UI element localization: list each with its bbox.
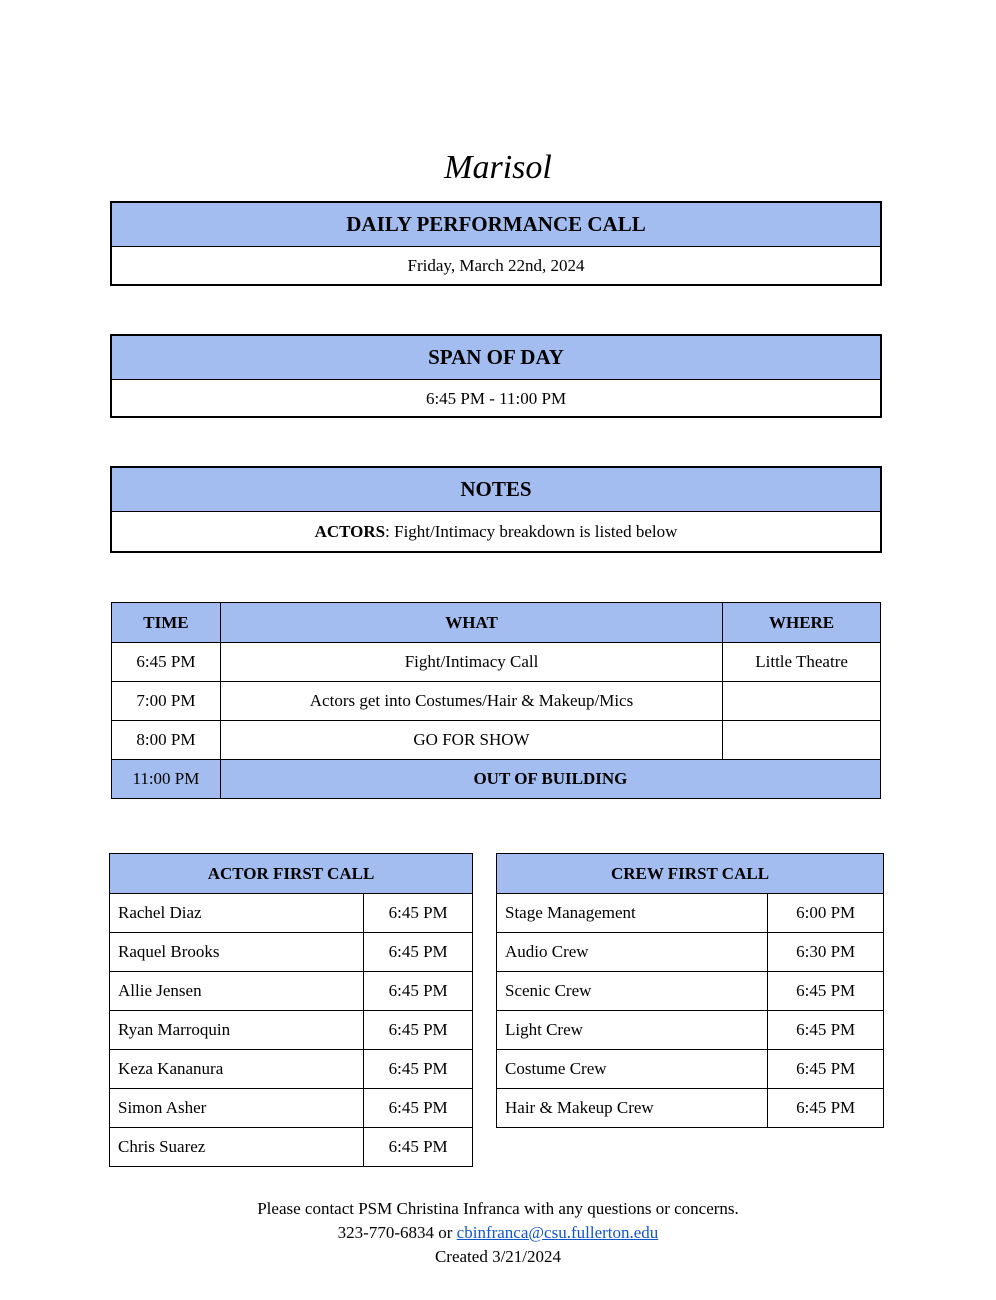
table-row xyxy=(110,1011,473,1050)
crew-name: Light Crew xyxy=(497,1011,768,1050)
span-heading: SPAN OF DAY xyxy=(112,336,880,380)
crew-name: Audio Crew xyxy=(497,933,768,972)
schedule-where: Little Theatre xyxy=(723,643,881,682)
table-row xyxy=(110,1050,473,1089)
actor-time: 6:45 PM xyxy=(364,894,473,933)
footer-contact: Please contact PSM Christina Infranca with any questions or concerns. xyxy=(257,1199,739,1218)
table-row xyxy=(110,1089,473,1128)
actor-name: Keza Kananura xyxy=(110,1050,364,1089)
table-row xyxy=(110,972,473,1011)
footer-created: Created 3/21/2024 xyxy=(434,1247,562,1266)
footer-or: or xyxy=(434,1223,457,1242)
notes-box xyxy=(110,466,882,553)
schedule-header-row xyxy=(112,603,881,643)
schedule-header-time: TIME xyxy=(112,603,221,643)
crew-name: Costume Crew xyxy=(497,1050,768,1089)
daily-call-box xyxy=(110,201,882,286)
page-title: Marisol xyxy=(444,149,552,186)
actor-name: Chris Suarez xyxy=(110,1128,364,1167)
notes-heading: NOTES xyxy=(112,468,880,512)
crew-time: 6:45 PM xyxy=(768,1050,884,1089)
schedule-header-where: WHERE xyxy=(723,603,881,643)
daily-call-heading: DAILY PERFORMANCE CALL xyxy=(112,203,880,247)
crew-time: 6:45 PM xyxy=(768,1089,884,1128)
crew-call-heading: CREW FIRST CALL xyxy=(497,854,884,894)
table-row xyxy=(110,894,473,933)
actor-time: 6:45 PM xyxy=(364,1128,473,1167)
schedule-where xyxy=(723,682,881,721)
span-of-day-box xyxy=(110,334,882,418)
table-row xyxy=(112,643,881,682)
actor-time: 6:45 PM xyxy=(364,1089,473,1128)
actor-time: 6:45 PM xyxy=(364,933,473,972)
daily-call-date: Friday, March 22nd, 2024 xyxy=(407,256,585,275)
crew-name: Hair & Makeup Crew xyxy=(497,1089,768,1128)
schedule-where xyxy=(723,721,881,760)
schedule-what: Fight/Intimacy Call xyxy=(220,643,722,682)
crew-first-call-table xyxy=(496,853,884,1128)
notes-text: : Fight/Intimacy breakdown is listed below xyxy=(385,522,678,541)
schedule-table xyxy=(111,602,881,799)
actor-first-call-table xyxy=(109,853,473,1167)
crew-time: 6:45 PM xyxy=(768,972,884,1011)
table-row xyxy=(497,1089,884,1128)
actor-time: 6:45 PM xyxy=(364,1050,473,1089)
crew-name: Stage Management xyxy=(497,894,768,933)
actor-time: 6:45 PM xyxy=(364,1011,473,1050)
table-row xyxy=(112,721,881,760)
table-row xyxy=(110,1128,473,1167)
crew-name: Scenic Crew xyxy=(497,972,768,1011)
actor-name: Allie Jensen xyxy=(110,972,364,1011)
actor-time: 6:45 PM xyxy=(364,972,473,1011)
crew-time: 6:30 PM xyxy=(768,933,884,972)
schedule-final-what: OUT OF BUILDING xyxy=(220,760,880,799)
email-link[interactable]: cbinfranca@csu.fullerton.edu xyxy=(456,1223,659,1242)
span-value: 6:45 PM - 11:00 PM xyxy=(425,389,567,408)
table-row xyxy=(110,933,473,972)
table-row xyxy=(497,894,884,933)
actor-name: Simon Asher xyxy=(110,1089,364,1128)
table-row xyxy=(497,1011,884,1050)
notes-label: ACTORS xyxy=(314,522,386,541)
schedule-what: GO FOR SHOW xyxy=(220,721,722,760)
table-row xyxy=(497,933,884,972)
table-row xyxy=(497,1050,884,1089)
footer xyxy=(0,1197,996,1269)
schedule-header-what: WHAT xyxy=(220,603,722,643)
actor-name: Rachel Diaz xyxy=(110,894,364,933)
actor-name: Ryan Marroquin xyxy=(110,1011,364,1050)
crew-time: 6:45 PM xyxy=(768,1011,884,1050)
schedule-what: Actors get into Costumes/Hair & Makeup/Mics xyxy=(220,682,722,721)
footer-phone: 323-770-6834 xyxy=(337,1223,434,1242)
table-row xyxy=(497,972,884,1011)
notes-body xyxy=(112,512,880,551)
footer-contact-line xyxy=(0,1221,996,1245)
schedule-final-time: 11:00 PM xyxy=(112,760,221,799)
schedule-time: 7:00 PM xyxy=(112,682,221,721)
table-row xyxy=(112,682,881,721)
schedule-time: 8:00 PM xyxy=(112,721,221,760)
schedule-final-row xyxy=(112,760,881,799)
crew-time: 6:00 PM xyxy=(768,894,884,933)
schedule-time: 6:45 PM xyxy=(112,643,221,682)
actor-name: Raquel Brooks xyxy=(110,933,364,972)
actor-call-heading: ACTOR FIRST CALL xyxy=(110,854,473,894)
